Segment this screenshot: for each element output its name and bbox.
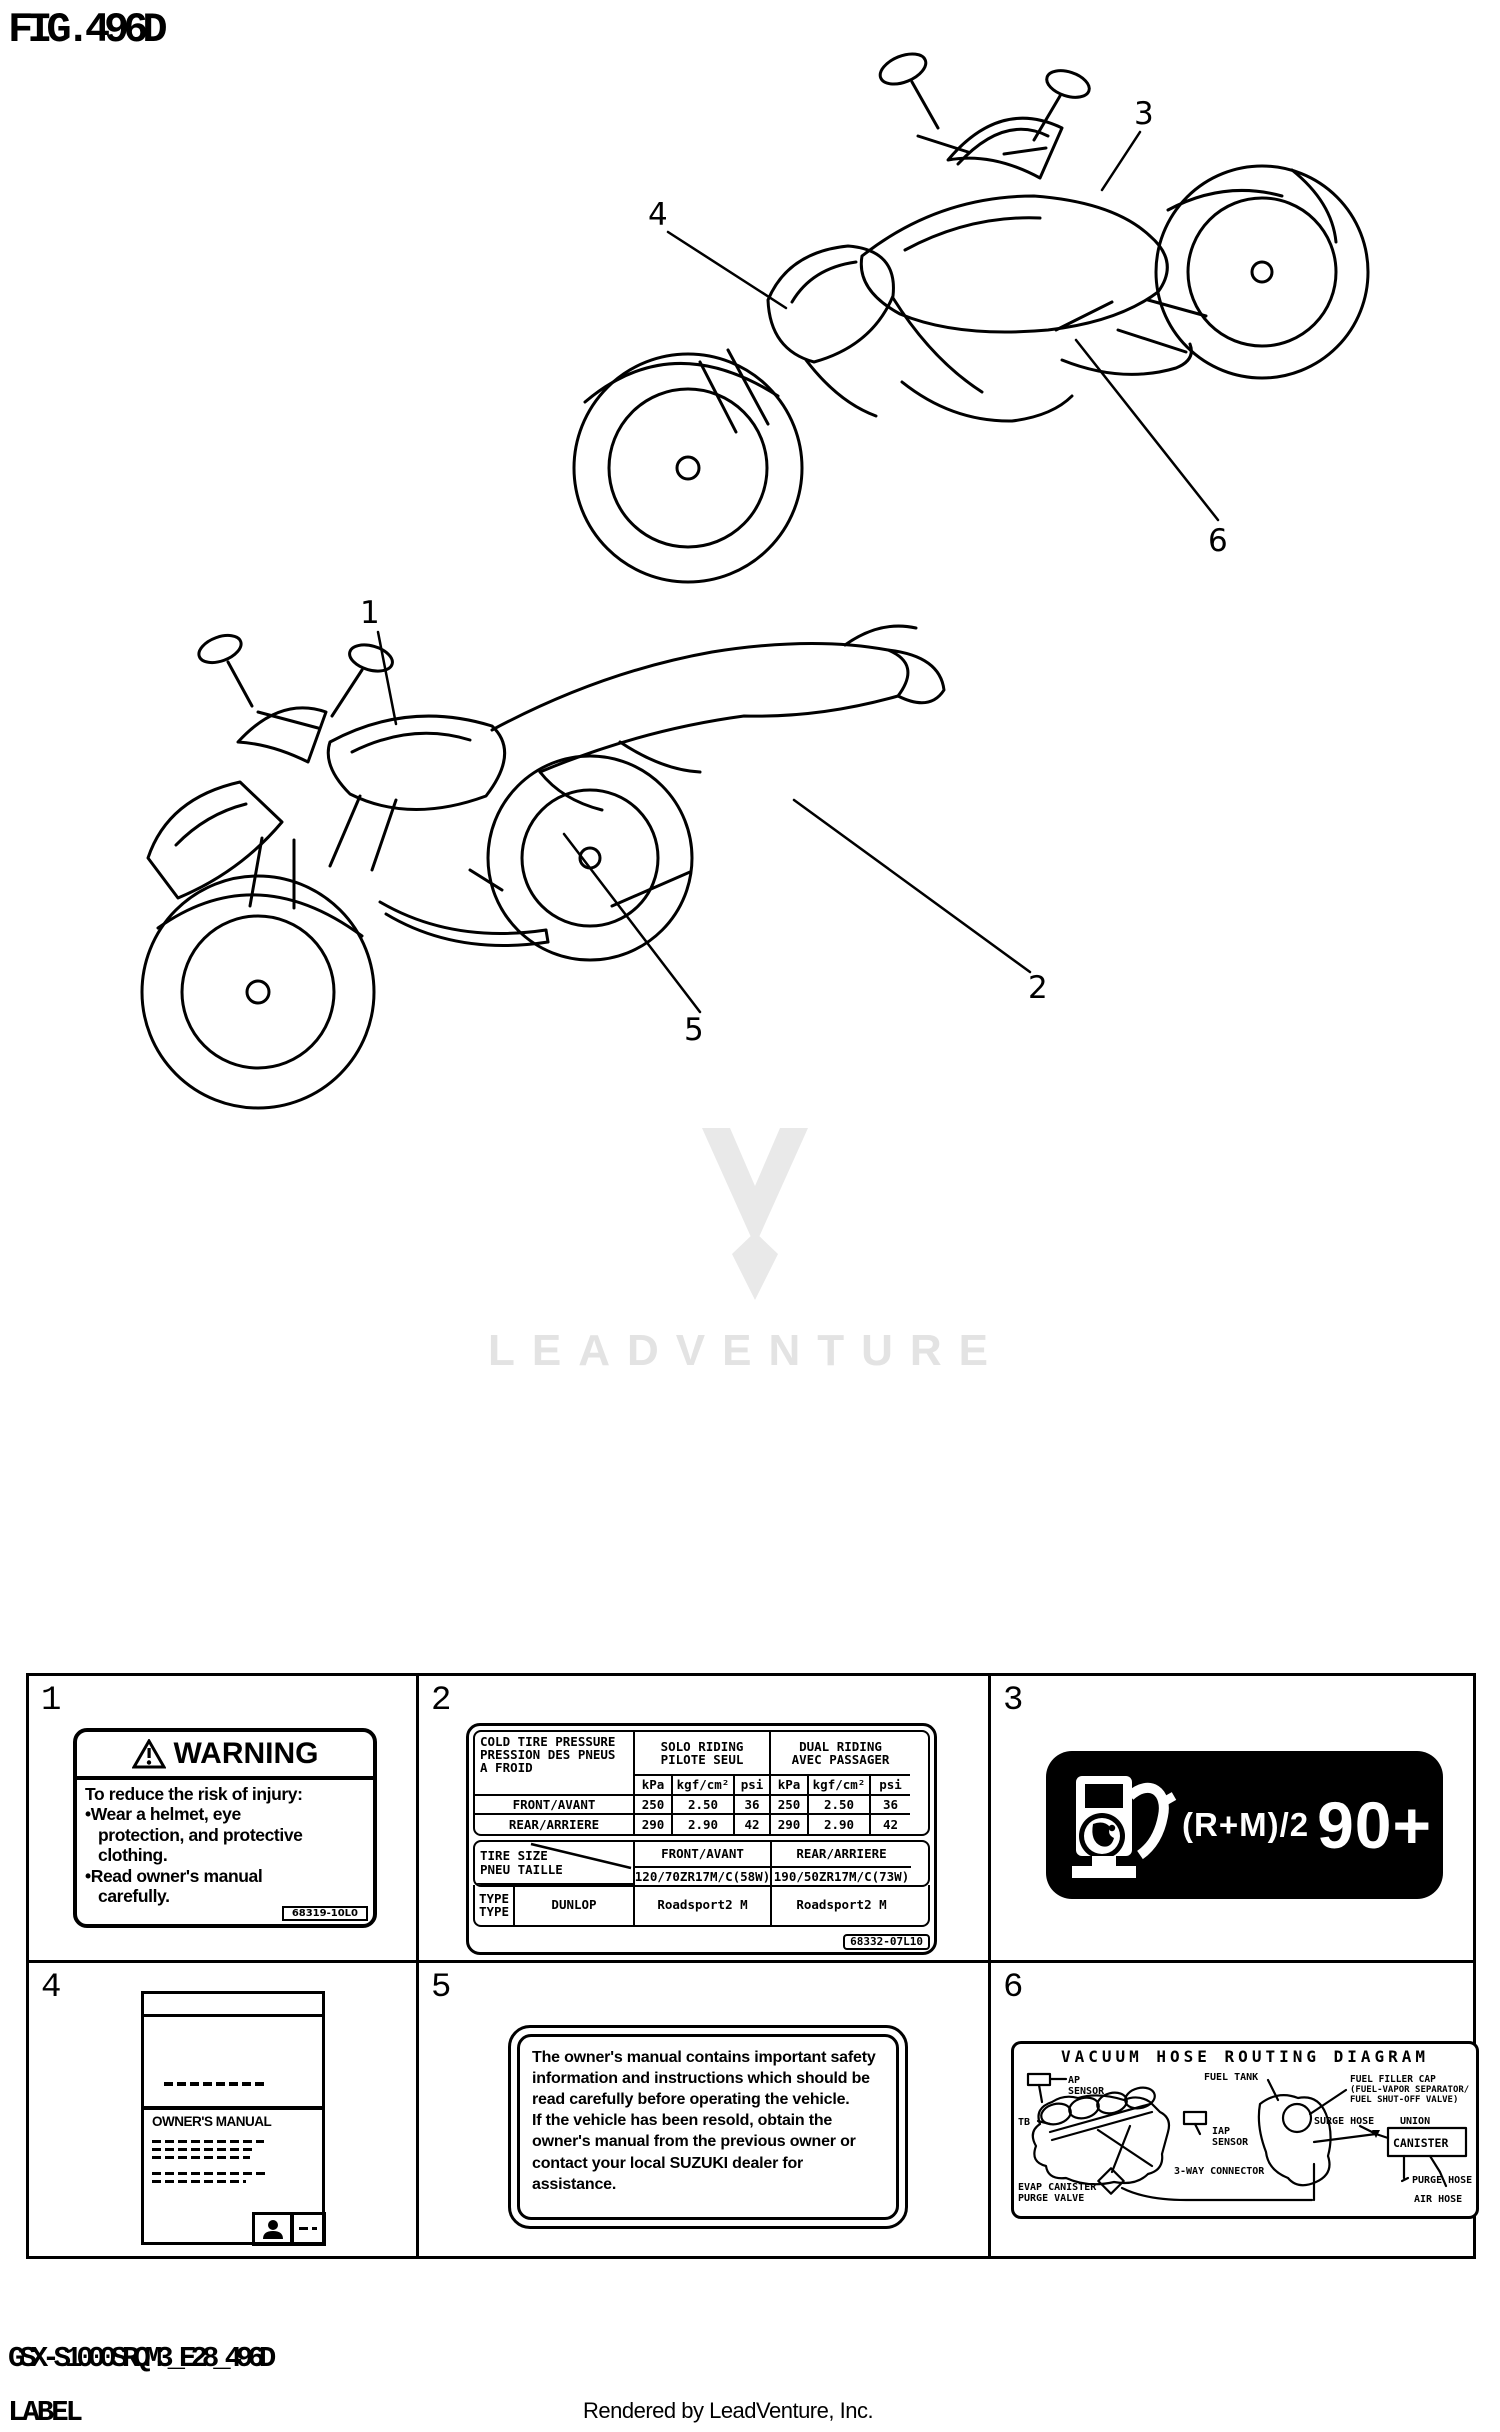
table-cell-3: [991, 1676, 1473, 1963]
resale-line: If the vehicle has been resold, obtain the: [532, 2112, 833, 2130]
size-front-header: FRONT/AVANT: [635, 1842, 772, 1868]
book-text-line: [152, 2140, 264, 2143]
person-icon: [261, 2219, 285, 2239]
cell-number-2: 2: [431, 1682, 452, 1720]
callout-4: 4: [648, 197, 668, 233]
iap-sensor-label: IAP: [1212, 2126, 1231, 2137]
fuel-filler-cap-label: FUEL FILLER CAP: [1350, 2074, 1436, 2085]
warning-label: [73, 1728, 377, 1928]
warning-line: To reduce the risk of injury:: [85, 1784, 303, 1804]
front-value: 250: [635, 1796, 673, 1815]
tire-corner-line: A FROID: [480, 1760, 533, 1776]
dual-riding-header: AVEC PASSAGER: [791, 1752, 890, 1767]
book-header-band: [144, 1994, 322, 2017]
solo-riding-header: SOLO RIDING: [660, 1738, 744, 1754]
vacuum-diagram-art: [1016, 2068, 1472, 2210]
callout-5: 5: [684, 1012, 704, 1048]
book-text-line: [152, 2180, 246, 2183]
footer-rendered-by: Rendered by LeadVenture, Inc.: [583, 2398, 874, 2423]
table-cell-1: [29, 1676, 419, 1963]
evap-purge-valve-label: PURGE VALVE: [1018, 2193, 1085, 2204]
cell-number-1: 1: [41, 1682, 62, 1720]
book-text-line: [152, 2172, 268, 2175]
warning-triangle-icon: [132, 1739, 166, 1769]
octane-value: 90+: [1317, 1788, 1433, 1862]
cell-number-5: 5: [431, 1969, 452, 2007]
table-cell-6: [991, 1963, 1473, 2256]
fuel-filler-cap-label: FUEL SHUT-OFF VALVE): [1350, 2095, 1459, 2105]
type-title: TYPE: [478, 1890, 510, 1906]
front-value: 36: [735, 1796, 771, 1815]
rear-value: 42: [882, 1816, 899, 1832]
ap-sensor-label: AP: [1068, 2075, 1081, 2086]
dual-riding-header: DUAL RIDING: [799, 1738, 882, 1754]
resale-line: contact your local SUZUKI dealer for: [532, 2154, 804, 2172]
tire-size-diagonal: [523, 1842, 633, 1870]
iap-sensor-label: SENSOR: [1212, 2137, 1249, 2148]
rear-value: 2.90: [673, 1815, 735, 1834]
size-front-value: 120/70ZR17M/C(58W): [634, 1868, 771, 1884]
solo-riding-header: PILOTE SEUL: [660, 1752, 744, 1767]
book-title-rule: [164, 2082, 268, 2086]
tire-label-part-number: 68332-07L10: [843, 1934, 930, 1950]
table-cell-4: [29, 1963, 419, 2256]
resale-line: read carefully before operating the vehicle.: [532, 2091, 850, 2109]
octane-formula: (R+M)/2: [1182, 1806, 1310, 1843]
book-code-box: [290, 2212, 326, 2246]
cell-number-4: 4: [41, 1969, 62, 2007]
evap-canister-label: EVAP CANISTER: [1018, 2182, 1097, 2193]
warning-line: •Read owner's manual: [85, 1865, 263, 1886]
tire-corner-line: COLD TIRE PRESSURE: [480, 1734, 616, 1749]
size-rear-header: REAR/ARRIERE: [772, 1842, 911, 1868]
surge-hose-label: SURGE HOSE: [1314, 2116, 1375, 2127]
canister-label: CANISTER: [1393, 2136, 1449, 2150]
book-person-box: [252, 2212, 294, 2246]
tire-brand: DUNLOP: [515, 1885, 635, 1925]
book-divider: [144, 2106, 322, 2110]
resale-line: information and instructions which should be: [532, 2070, 870, 2088]
type-front-value: Roadsport2 M: [635, 1885, 772, 1925]
cell-number-3: 3: [1003, 1682, 1024, 1720]
air-hose-label: AIR HOSE: [1414, 2194, 1463, 2205]
table-cell-2: [419, 1676, 991, 1963]
unit-header: kPa: [771, 1776, 809, 1796]
book-text-line: [152, 2156, 250, 2159]
tire-size-title: TIRE SIZE: [480, 1848, 548, 1864]
rear-value: 290: [635, 1815, 673, 1834]
warning-line: •Wear a helmet, eye: [85, 1804, 241, 1825]
rear-value: 2.90: [809, 1815, 871, 1834]
fuel-filler-cap-label: (FUEL-VAPOR SEPARATOR/: [1350, 2085, 1470, 2095]
warning-title: WARNING: [173, 1737, 319, 1770]
resale-line: The owner's manual contains important safety: [532, 2049, 876, 2066]
front-value: 250: [771, 1796, 809, 1815]
tire-pressure-label: [466, 1723, 937, 1955]
front-value: 36: [871, 1796, 910, 1815]
book-code-dash: [299, 2227, 317, 2230]
front-row-label: FRONT/AVANT: [475, 1796, 635, 1815]
warning-part-number: 68319-10L0: [282, 1906, 368, 1921]
type-rear-value: Roadsport2 M: [796, 1897, 887, 1913]
rear-value: 290: [771, 1815, 809, 1834]
fuel-pump-globe-icon: [1060, 1764, 1178, 1886]
vacuum-diagram-title: VACUUM HOSE ROUTING DIAGRAM: [1060, 2047, 1430, 2066]
resale-line: owner's manual from the previous owner or: [532, 2133, 856, 2151]
footer-model-code: GSX-S1000SRQM3_E28_496D: [8, 2342, 271, 2375]
unit-header: kgf/cm²: [809, 1776, 871, 1796]
footer-category: LABEL: [8, 2396, 81, 2429]
warning-line: clothing.: [98, 1845, 168, 1866]
fuel-tank-label: FUEL TANK: [1204, 2072, 1259, 2083]
owners-manual-title: OWNER'S MANUAL: [152, 2114, 272, 2129]
lower-motorcycle-drawing: [142, 626, 944, 1108]
upper-motorcycle-drawing: [574, 48, 1368, 582]
resale-notice-label: [508, 2025, 908, 2229]
resale-line: assistance.: [532, 2175, 617, 2193]
warning-line: carefully.: [98, 1886, 170, 1907]
purge-hose-label: PURGE HOSE: [1412, 2175, 1472, 2186]
type-title: TYPE: [478, 1904, 510, 1919]
table-cell-5: [419, 1963, 991, 2256]
union-label: UNION: [1400, 2116, 1431, 2127]
leadventure-watermark-text: LEADVENTURE: [488, 1326, 1006, 1375]
book-text-line: [152, 2148, 256, 2151]
fuel-octane-label: [1046, 1751, 1443, 1899]
tire-corner-line: PRESSION DES PNEUS: [480, 1747, 616, 1763]
unit-header: kgf/cm²: [673, 1776, 735, 1796]
front-value: 2.50: [809, 1796, 871, 1815]
tb-label: TB: [1018, 2117, 1031, 2128]
rear-value: 42: [735, 1815, 771, 1834]
callout-3: 3: [1134, 96, 1154, 132]
warning-line: protection, and protective: [98, 1824, 303, 1845]
vacuum-hose-label: [1011, 2041, 1479, 2219]
size-rear-value: 190/50ZR17M/C(73W): [773, 1868, 910, 1884]
callout-6: 6: [1208, 523, 1228, 559]
unit-header: psi: [871, 1776, 910, 1796]
ap-sensor-label: SENSOR: [1068, 2086, 1105, 2097]
rear-row-label: REAR/ARRIERE: [475, 1815, 635, 1834]
callout-1: 1: [360, 595, 380, 631]
tire-size-title: PNEU TAILLE: [480, 1861, 563, 1877]
callout-2: 2: [1028, 970, 1048, 1006]
cell-number-6: 6: [1003, 1969, 1024, 2007]
unit-header: psi: [735, 1776, 771, 1796]
three-way-connector-label: 3-WAY CONNECTOR: [1174, 2166, 1265, 2177]
front-value: 2.50: [673, 1796, 735, 1815]
unit-header: kPa: [635, 1776, 673, 1796]
figure-title: FIG.496D: [8, 6, 162, 54]
label-reference-table: [26, 1673, 1476, 2259]
owners-manual-book: [141, 1991, 325, 2245]
